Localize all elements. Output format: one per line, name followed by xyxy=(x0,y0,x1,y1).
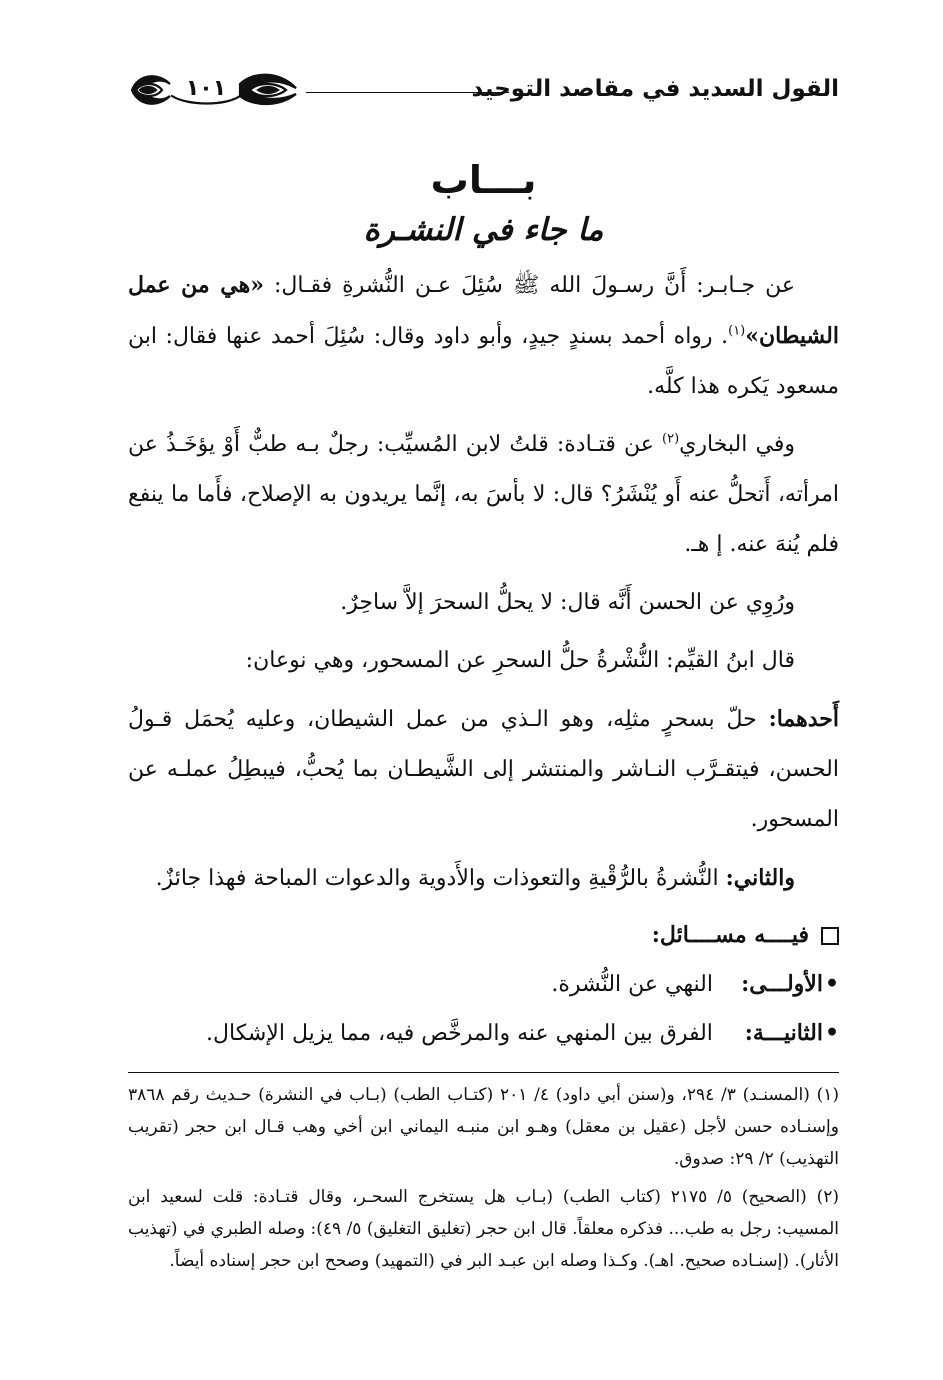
running-title: القول السديد في مقاصد التوحيد xyxy=(471,76,839,102)
header-rule xyxy=(306,92,509,93)
footnote-2: (٢) (الصحيح) ٥/ ٢١٧٥ (كتاب الطب) (بـاب هل يستخرج السحـر، وقال قتـادة: قلت لسعيد ابن المسيب: رجل به طب... فذكره معلقاً. قال ابن حجر (تغليق التغليق) ٥/ ٤٩): وصله الطبري في (تهذيب الأثار). (إسنـاده صحيح. اهـ). وكـذا وصله ابن عبـد البر في (التمهيد) وصحح ابن حجر إسناده أيضاً. xyxy=(128,1187,839,1271)
paragraph-bukhari xyxy=(128,420,839,570)
issue-label: الأولـــى: xyxy=(741,971,823,997)
paragraph-ibn-qayyim: قال ابنُ القيِّم: النُّشْرةُ حلُّ السحرِ عن المسحور، وهي نوعان: xyxy=(245,648,795,673)
bullet-icon: • xyxy=(824,971,839,997)
text-span: النُّشرةُ بالرُّقْيةِ والتعوذات والأَدوية والدعوات المباحة فهذا جائزٌ. xyxy=(155,866,726,891)
footnote-ref-1[interactable]: (١) xyxy=(728,323,746,339)
second-type-label: والثاني: xyxy=(725,865,795,891)
text-span: حلّ بسحرٍ مثلِه، وهو الـذي من عمل الشيطان، وعليه يُحمَل قـولُ الحسن، فيتقـرَّب النـاشر والمنتشر إلى الشَّيطـان بما يُحبُّ، فيبطِلُ عملـه عن المسحور. xyxy=(128,707,839,832)
chapter-subtitle: ما جاء في النشـرة xyxy=(363,212,604,248)
issues-heading xyxy=(128,910,839,960)
footnote-rule xyxy=(128,1072,839,1073)
issue-text: النهي عن النُّشرة. xyxy=(551,972,713,997)
text-span: عن جـابـر: أَنَّ رسـولَ الله ﷺ سُئِلَ عـن النُّشرةِ فقـال: xyxy=(264,273,795,298)
footnote-1: (١) (المسنـد) ٣/ ٢٩٤، و(سنن أبي داود) ٤/ ٢٠١ (كتـاب الطب) (بـاب في النشرة) حـديث رقم ٣٨٦٨ وإسنـاده حسن لأجل (عقيل بن معقل) وهـو ابن منبـه اليماني ابن أخي وهب قـال ابن حجر (تقريب التهذيب) ٢/ ٢٩: صدوق. xyxy=(128,1085,840,1169)
page-header xyxy=(128,60,839,120)
issue-item-1 xyxy=(128,960,839,1009)
body-text xyxy=(128,260,839,904)
paragraph-first-type xyxy=(128,694,839,845)
page-number: ١٠١ xyxy=(185,76,227,101)
text-span: عن قتـادة: قلتُ لابن المُسيِّب: رجلٌ بـه طبٌّ أَوْ يؤخَـذُ عن امرأته، أَتحلُّ عنه أَو يُنْشَرُ؟ قال: لا بأسَ به، إنَّما يريدون به الإصلاح، فأَما ما ينفع فلم يُنهَ عنه. إ هـ. xyxy=(128,432,839,557)
issue-label: الثانيـــة: xyxy=(744,1020,823,1046)
hadith-quote: «هي من عمل الشيطان» xyxy=(128,272,839,349)
first-type-label: أَحدهما: xyxy=(768,706,839,732)
text-span: . رواه أحمد بسندٍ جيدٍ، وأبو داود وقال: سُئِلَ أحمد عنها فقال: ابن مسعود يَكره هذا كلَّه. xyxy=(128,324,839,399)
paragraph-jabir-hadith xyxy=(128,260,839,412)
page-number-ornament xyxy=(128,66,300,112)
paragraph-hasan: ورُوِي عن الحسن أَنَّه قال: لا يحلُّ السحرَ إلاَّ ساحِرٌ. xyxy=(340,590,795,615)
paragraph-second-type xyxy=(128,853,839,904)
issue-text: الفرق بين المنهي عنه والمرخَّص فيه، مما يزيل الإشكال. xyxy=(206,1021,713,1046)
footnote-ref-2[interactable]: (٢) xyxy=(662,431,680,447)
issue-item-2 xyxy=(128,1009,839,1058)
checkbox-icon xyxy=(821,927,839,945)
bullet-icon: • xyxy=(824,1020,839,1046)
page xyxy=(128,60,839,1340)
issues-heading-text: فيــــه مســــائل: xyxy=(651,922,809,948)
text-span: وفي البخاري xyxy=(679,432,795,457)
chapter-title: بـــاب xyxy=(430,158,537,202)
footnotes xyxy=(128,1079,839,1277)
